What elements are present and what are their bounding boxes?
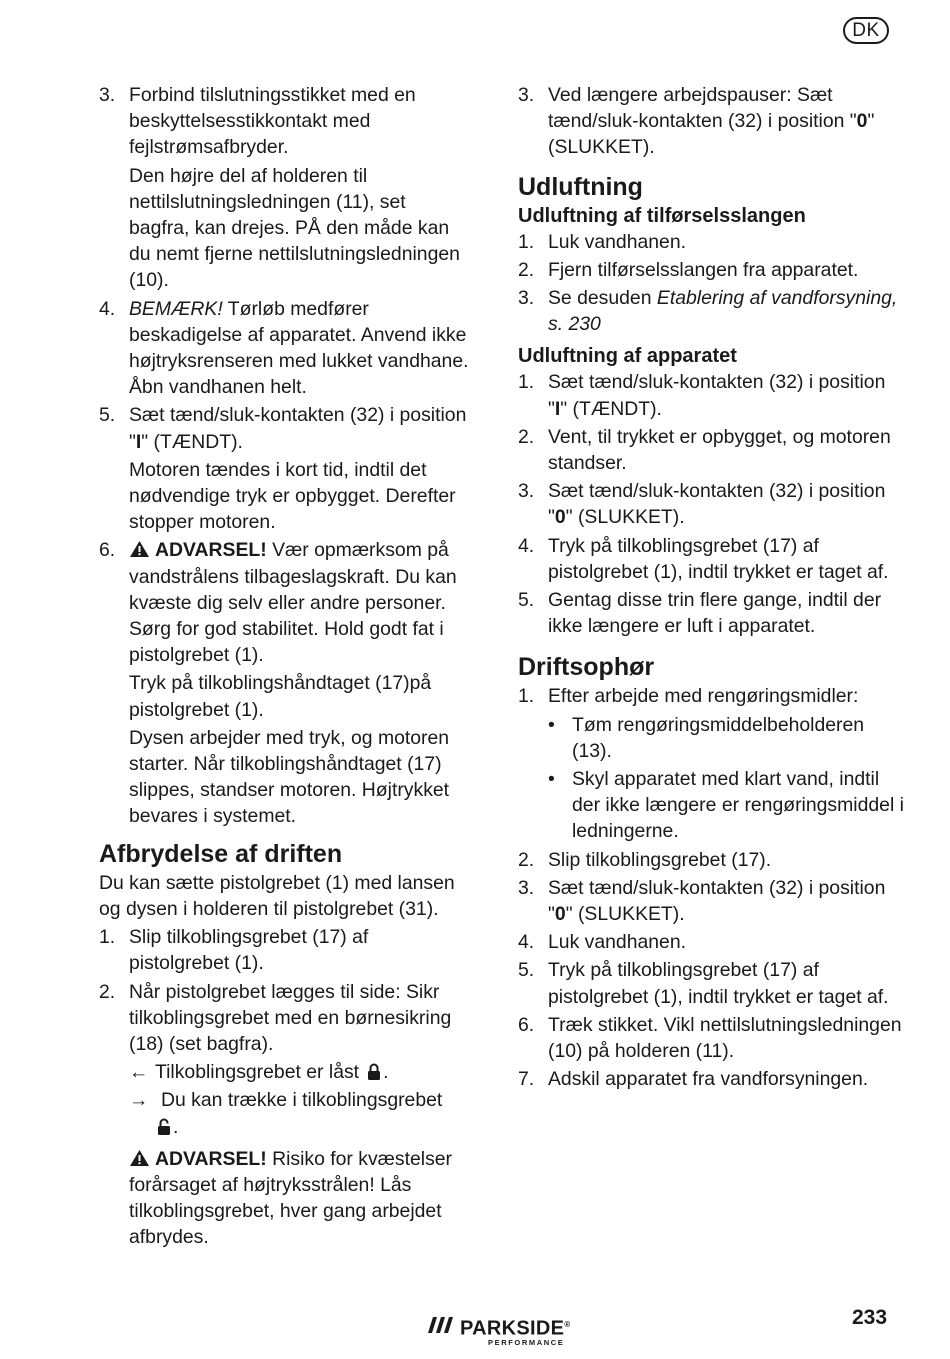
- language-badge: DK: [843, 17, 889, 44]
- list-item: [99, 537, 471, 829]
- step-text: [548, 478, 904, 530]
- step-number: 3.: [518, 480, 535, 503]
- brand-subline: PERFORMANCE: [488, 1338, 565, 1347]
- step-text: [548, 285, 904, 337]
- step-number: 3.: [518, 287, 535, 310]
- bullet-text: Tøm rengøringsmiddelbeholderen (13).: [572, 713, 865, 762]
- step-text: Tryk på tilkoblingsgrebet (17) af pistolgrebet (1), indtil trykket er taget af.: [548, 959, 889, 1008]
- step-number: 4.: [99, 297, 116, 320]
- step-number: 2.: [518, 425, 535, 448]
- step-number: 5.: [518, 959, 535, 982]
- left-column: [99, 82, 471, 1253]
- step-number: 5.: [518, 589, 535, 612]
- step-number: 1.: [518, 371, 535, 394]
- step-number: 3.: [99, 84, 116, 106]
- step-text: [129, 296, 471, 401]
- note-text: Tørløb medfører beskadigelse af apparatet. Anvend ikke højtryksrenseren med lukket vandhane. Åbn vandhanen helt.: [129, 297, 469, 399]
- text-part: Sæt tænd/sluk-kontakten (32) i position ": [548, 480, 886, 529]
- step-text: [129, 402, 471, 454]
- step-text: Gentag disse trin flere gange, indtil der ikke længere er luft i apparatet.: [548, 589, 882, 638]
- step-number: 2.: [518, 258, 535, 281]
- step-text: Motoren tændes i kort tid, indtil det nødvendige tryk er opbygget. Derefter stopper motoren.: [129, 458, 456, 534]
- text-part: " (TÆNDT).: [141, 430, 243, 453]
- text-part: Se desuden: [548, 287, 657, 310]
- bullet-item: [548, 712, 904, 764]
- result-line: [129, 1087, 471, 1139]
- list-item: [518, 478, 904, 530]
- step-number: 1.: [99, 926, 116, 949]
- step-text: Forbind tilslutningsstikket med en beskyttelsesstikkontakt med fejlstrømsafbryder.: [129, 84, 416, 159]
- result-end: .: [173, 1115, 179, 1138]
- result-text: Tilkoblingsgrebet er låst: [155, 1061, 360, 1084]
- list-item: [518, 875, 904, 927]
- switch-position: 0: [554, 506, 566, 529]
- step-number: 3.: [518, 876, 535, 899]
- list-item: [99, 296, 471, 401]
- switch-position: I: [135, 430, 142, 453]
- step-text: Den højre del af holderen til nettilslutningsledningen (11), set bagfra, kan drejes. PÅ den måde kan du nemt fjerne nettilslutningsledningen (10).: [129, 164, 460, 292]
- sub-heading: Udluftning af tilførselsslangen: [518, 204, 806, 227]
- brand-logo: [428, 1313, 588, 1349]
- section-heading: Afbrydelse af driften: [99, 839, 343, 868]
- text-part: " (SLUKKET).: [548, 110, 875, 159]
- arrow-right-icon: →: [129, 1089, 149, 1112]
- list-item: [518, 587, 904, 639]
- text-part: " (SLUKKET).: [565, 506, 685, 529]
- switch-position: I: [554, 397, 561, 420]
- result-end: .: [383, 1061, 389, 1084]
- step-number: 7.: [518, 1068, 535, 1091]
- lock-closed-icon: [367, 1063, 381, 1080]
- arrow-left-icon: ←: [129, 1061, 149, 1084]
- warning-text: [129, 1146, 471, 1251]
- step-number: 6.: [518, 1013, 535, 1036]
- switch-position: 0: [554, 903, 566, 926]
- step-text: Træk stikket. Vikl nettilslutningsledningen (10) på holderen (11).: [548, 1013, 902, 1063]
- list-item: [518, 533, 904, 585]
- step-text: Efter arbejde med rengøringsmidler:: [548, 685, 859, 708]
- step-text: [548, 369, 904, 421]
- step-number: 3.: [518, 84, 535, 106]
- switch-position: 0: [856, 110, 868, 133]
- bullet-text: Skyl apparatet med klart vand, indtil der ikke længere er rengøringsmiddel i ledningerne.: [572, 768, 904, 843]
- step-text: Luk vandhanen.: [548, 931, 687, 954]
- registered-mark: ®: [564, 1320, 571, 1329]
- lock-open-icon: [157, 1118, 171, 1135]
- warning-label: ADVARSEL!: [155, 539, 267, 562]
- step-number: 5.: [99, 404, 116, 427]
- step-number: 1.: [518, 685, 535, 708]
- step-text: Adskil apparatet fra vandforsyningen.: [548, 1068, 869, 1091]
- step-text: Luk vandhanen.: [548, 230, 687, 253]
- warning-triangle-icon: [129, 1149, 150, 1167]
- step-text: [548, 82, 904, 161]
- list-item: [518, 1066, 904, 1092]
- logo-stripes-icon: [428, 1317, 456, 1333]
- result-text: Du kan trække i tilkoblingsgrebet: [161, 1089, 443, 1112]
- warning-text: [129, 537, 471, 668]
- list-item: [99, 979, 471, 1251]
- section-heading: Driftsophør: [518, 653, 655, 682]
- list-item: [99, 82, 471, 294]
- section-intro: Du kan sætte pistolgrebet (1) med lansen og dysen i holderen til pistolgrebet (31).: [99, 871, 455, 920]
- result-line: [129, 1059, 471, 1085]
- list-item: [518, 369, 904, 421]
- text-part: Sæt tænd/sluk-kontakten (32) i position ": [548, 876, 886, 926]
- text-part: " (TÆNDT).: [560, 397, 662, 420]
- list-item: [518, 1012, 904, 1064]
- step-text: Tryk på tilkoblingsgrebet (17) af pistolgrebet (1), indtil trykket er taget af.: [548, 534, 889, 583]
- step-number: 6.: [99, 539, 116, 562]
- step-text: Når pistolgrebet lægges til side: Sikr tilkoblingsgrebet med en børnesikring (18) (set bagfra).: [129, 980, 452, 1055]
- step-text: Tryk på tilkoblingshåndtaget (17)på pistolgrebet (1).: [129, 672, 432, 721]
- step-text: Vent, til trykket er opbygget, og motoren standser.: [548, 425, 891, 475]
- note-label: BEMÆRK!: [129, 297, 223, 320]
- step-number: 1.: [518, 230, 535, 253]
- page-number: 233: [852, 1306, 888, 1329]
- step-text: [548, 875, 904, 927]
- text-part: Sæt tænd/sluk-kontakten (32) i position ": [548, 371, 886, 420]
- bullet-icon: •: [548, 768, 555, 791]
- warning-triangle-icon: [129, 540, 150, 558]
- warning-body: Risiko for kvæstelser forårsaget af højtryksstrålen! Lås tilkoblingsgrebet, hver gang arbejdet afbrydes.: [129, 1147, 453, 1249]
- step-text: Fjern tilførselsslangen fra apparatet.: [548, 258, 859, 281]
- step-text: Slip tilkoblingsgrebet (17) af pistolgrebet (1).: [129, 926, 369, 975]
- cross-reference: Etablering af vandforsyning, s. 230: [548, 287, 898, 336]
- list-item: [518, 929, 904, 955]
- step-text: Dysen arbejder med tryk, og motoren starter. Når tilkoblingshåndtaget (17) slippes, standser motoren. Højtrykket bevares i systemet.: [129, 726, 450, 828]
- list-item: [518, 957, 904, 1009]
- warning-body: Vær opmærksom på vandstrålens tilbageslagskraft. Du kan kvæste dig selv eller andre personer. Sørg for god stabilitet. Hold godt fat i pistolgrebet (1).: [129, 539, 457, 667]
- warning-label: ADVARSEL!: [155, 1147, 267, 1170]
- section-heading: Udluftning: [518, 172, 643, 201]
- brand-name: [460, 1313, 570, 1341]
- list-item: [518, 82, 904, 161]
- list-item: [518, 847, 904, 873]
- step-number: 4.: [518, 534, 535, 557]
- step-text: Slip tilkoblingsgrebet (17).: [548, 848, 772, 871]
- right-column: [518, 82, 904, 1095]
- list-item: [99, 924, 471, 976]
- list-item: [518, 229, 904, 255]
- text-part: Ved længere arbejdspauser: Sæt tænd/sluk-kontakten (32) i position ": [548, 84, 857, 133]
- step-number: 2.: [99, 980, 116, 1003]
- list-item: [518, 424, 904, 476]
- step-number: 2.: [518, 848, 535, 871]
- list-item: [518, 285, 904, 337]
- bullet-icon: •: [548, 713, 555, 736]
- list-item: [518, 683, 904, 844]
- text-part: " (SLUKKET).: [565, 903, 685, 926]
- sub-heading: Udluftning af apparatet: [518, 345, 737, 368]
- list-item: [518, 257, 904, 283]
- brand-text: PARKSIDE: [460, 1317, 565, 1340]
- bullet-item: [548, 766, 904, 845]
- text-part: Sæt tænd/sluk-kontakten (32) i position ": [129, 404, 467, 453]
- step-number: 4.: [518, 931, 535, 954]
- list-item: [99, 402, 471, 535]
